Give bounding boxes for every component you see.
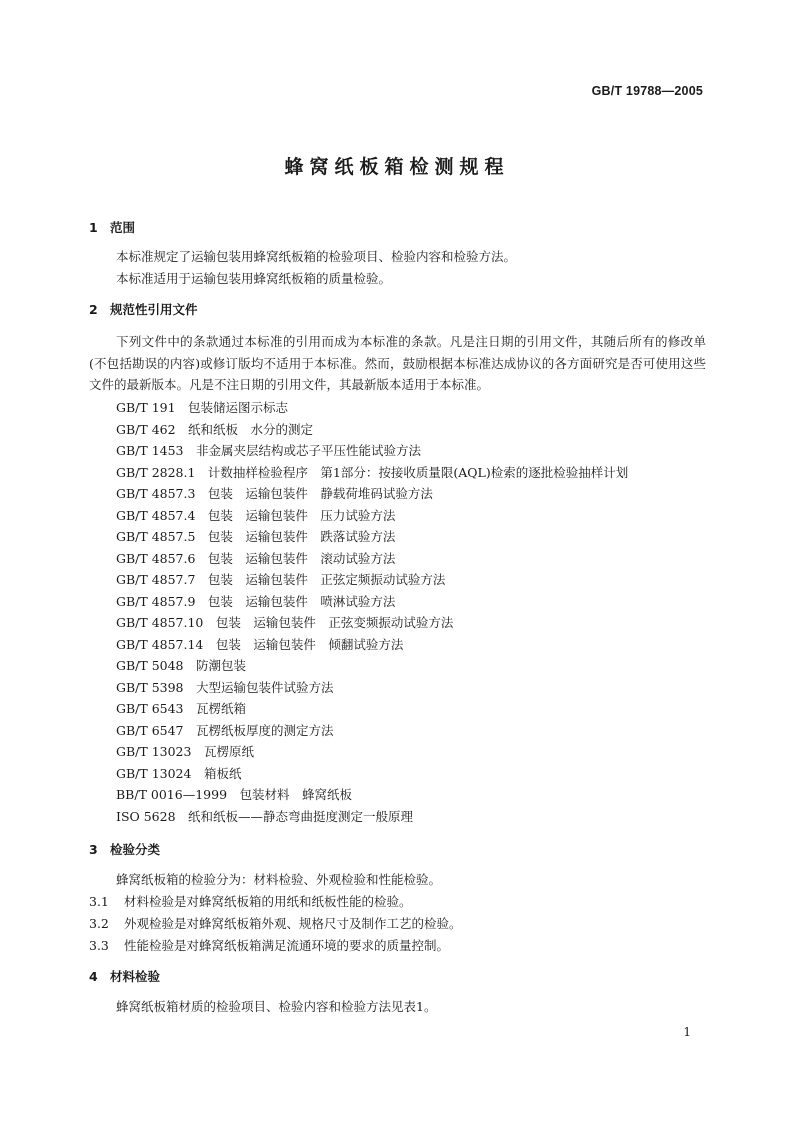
reference-item: ISO 5628 纸和纸板——静态弯曲挺度测定一般原理: [116, 808, 414, 824]
section-title: 规范性引用文件: [110, 302, 198, 317]
standard-code: GB/T 19788—2005: [591, 84, 703, 98]
section-number: 2: [89, 302, 98, 317]
section-1-paragraph: 本标准适用于运输包装用蜂窝纸板箱的质量检验。: [116, 271, 392, 286]
clause-number: 3.2: [89, 916, 109, 931]
clause-text: 外观检验是对蜂窝纸板箱外观、规格尺寸及制作工艺的检验。: [124, 916, 462, 931]
section-number: 3: [89, 842, 98, 857]
clause-text: 性能检验是对蜂窝纸板箱满足流通环境的要求的质量控制。: [124, 938, 450, 953]
section-title: 范围: [110, 220, 136, 235]
section-1-paragraph: 本标准规定了运输包装用蜂窝纸板箱的检验项目、检验内容和检验方法。: [116, 249, 517, 264]
reference-item: GB/T 4857.3 包装 运输包装件 静载荷堆码试验方法: [116, 486, 433, 501]
reference-item: GB/T 462 纸和纸板 水分的测定: [116, 421, 314, 437]
section-title: 材料检验: [110, 969, 161, 984]
clause-text: 材料检验是对蜂窝纸板箱的用纸和纸板性能的检验。: [124, 894, 412, 909]
reference-item: GB/T 5048 防潮包装: [116, 658, 247, 673]
clause-number: 3.3: [89, 938, 109, 953]
reference-item: GB/T 6547 瓦楞纸板厚度的测定方法: [116, 722, 334, 738]
reference-item: GB/T 2828.1 计数抽样检验程序 第1部分：按接收质量限(AQL)检索的逐批检验抽样计划: [116, 464, 629, 480]
section-3-intro: 蜂窝纸板箱的检验分为：材料检验、外观检验和性能检验。: [116, 872, 442, 887]
reference-item: GB/T 4857.4 包装 运输包装件 压力试验方法: [116, 507, 396, 523]
clause-number: 3.1: [89, 894, 109, 909]
section-2-heading: [89, 300, 198, 318]
section-3-heading: [89, 840, 160, 858]
document-title: 蜂窝纸板箱检测规程: [284, 156, 510, 178]
reference-item: GB/T 13023 瓦楞原纸: [116, 744, 254, 759]
clause-item: [89, 892, 412, 910]
reference-item: GB/T 4857.9 包装 运输包装件 喷淋试验方法: [116, 593, 396, 609]
section-4-heading: [89, 967, 160, 985]
section-4-intro: 蜂窝纸板箱材质的检验项目、检验内容和检验方法见表1。: [116, 999, 437, 1014]
page-number: 1: [683, 1025, 691, 1039]
section-title: 检验分类: [110, 842, 161, 857]
reference-item: GB/T 4857.14 包装 运输包装件 倾翻试验方法: [116, 636, 404, 652]
clause-item: [89, 936, 449, 954]
clause-item: [89, 914, 462, 932]
reference-item: GB/T 4857.7 包装 运输包装件 正弦定频振动试验方法: [116, 572, 446, 587]
reference-item: GB/T 4857.6 包装 运输包装件 滚动试验方法: [116, 550, 396, 566]
reference-item: GB/T 5398 大型运输包装件试验方法: [116, 679, 334, 695]
reference-item: GB/T 13024 箱板纸: [116, 765, 242, 781]
section-number: 4: [89, 969, 98, 984]
section-2-intro: 下列文件中的条款通过本标准的引用而成为本标准的条款。凡是注日期的引用文件，其随后所有的修改单(不包括勘误的内容)或修订版均不适用于本标准。然而，鼓励根据本标准达成协议的各方面研究是否可使用这些文件的最新版本。凡是不注日期的引用文件，其最新版本适用于本标准。: [89, 334, 706, 393]
reference-item: GB/T 1453 非金属夹层结构或芯子平压性能试验方法: [116, 443, 422, 458]
section-number: 1: [89, 220, 98, 235]
reference-item: GB/T 4857.10 包装 运输包装件 正弦变频振动试验方法: [116, 615, 454, 630]
reference-item: BB/T 0016—1999 包装材料 蜂窝纸板: [116, 787, 353, 802]
section-1-heading: [89, 218, 135, 236]
reference-item: GB/T 4857.5 包装 运输包装件 跌落试验方法: [116, 529, 396, 544]
reference-item: GB/T 6543 瓦楞纸箱: [116, 701, 247, 716]
reference-item: GB/T 191 包装储运图示标志: [116, 400, 289, 415]
